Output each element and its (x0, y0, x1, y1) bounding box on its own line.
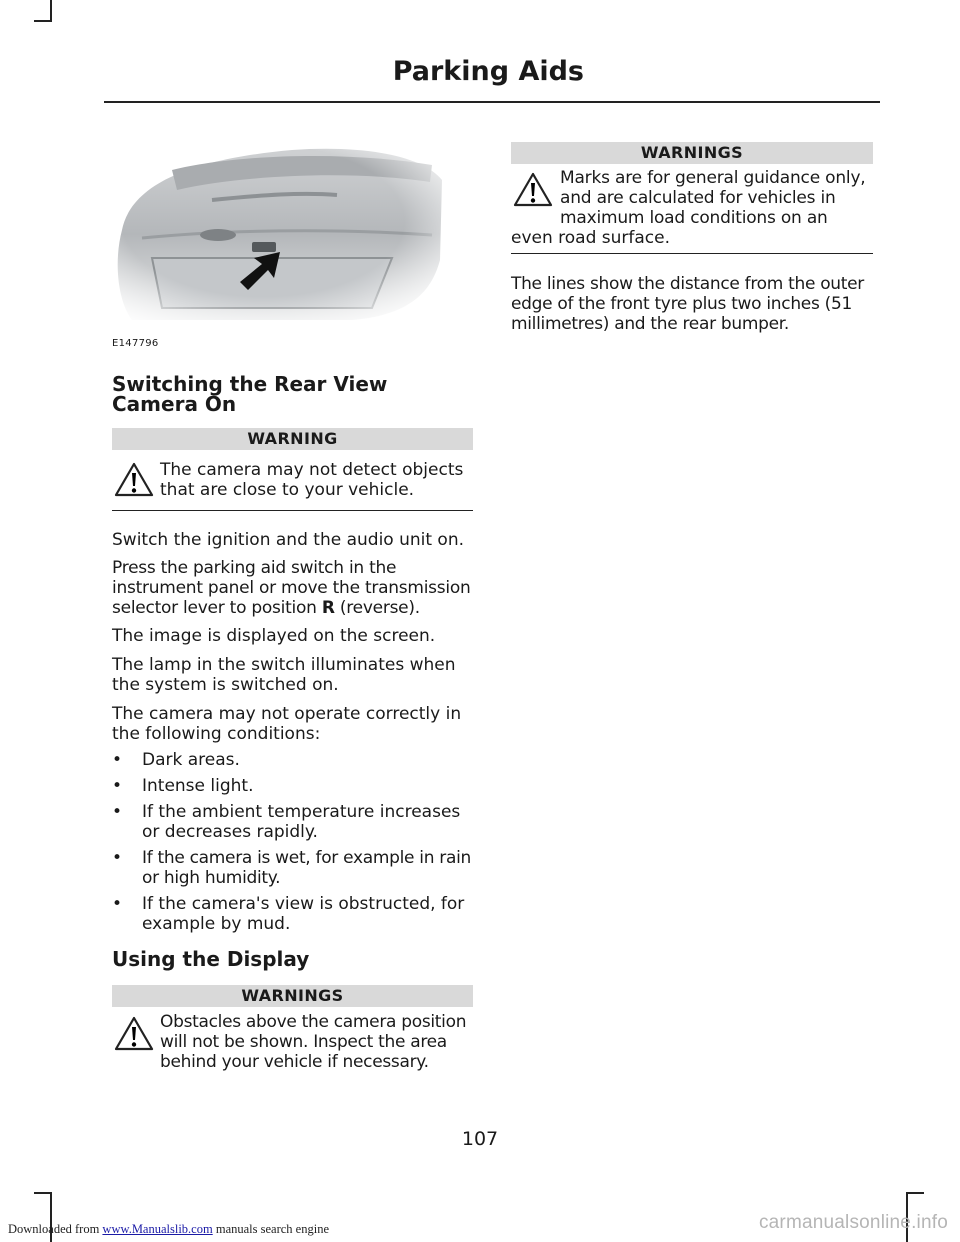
section-heading-switching-camera-on: Switching the Rear View Camera On (112, 372, 388, 416)
section-heading-using-display: Using the Display (112, 947, 310, 971)
warning-band: WARNING (112, 428, 473, 450)
list-item: • If the ambient temperature increases or decreases rapidly. (112, 802, 461, 842)
warning-band: WARNINGS (511, 142, 873, 164)
paragraph-ignition: Switch the ignition and the audio unit on. (112, 530, 465, 550)
warning-triangle-icon (513, 172, 553, 208)
warning-triangle-icon (114, 1016, 154, 1052)
download-footer: Downloaded from www.Manualslib.com manuals search engine (8, 1222, 329, 1236)
car-rear-tailgate-camera-illustration (112, 140, 448, 320)
bullet-dot: • (112, 776, 123, 796)
warning-rule (511, 253, 873, 254)
warning-band: WARNINGS (112, 985, 473, 1007)
paragraph-press-switch: Press the parking aid switch in the instrument panel or move the transmission selector lever to position R (reverse). (112, 558, 471, 618)
warning-triangle-icon (114, 462, 154, 498)
list-item: • If the camera is wet, for example in rain or high humidity. (112, 848, 471, 888)
list-item: • If the camera's view is obstructed, for example by mud. (112, 894, 465, 934)
header-title: Parking Aids (392, 56, 584, 87)
header-rule (104, 101, 880, 103)
figure-car-rear (112, 140, 448, 320)
page-header (0, 56, 584, 87)
crop-mark-top-left-h (34, 20, 52, 22)
list-item: • Dark areas. (112, 750, 240, 770)
warning-text: Marks are for general guidance only, and are calculated for vehicles in maximum load conditions on an (560, 168, 866, 228)
crop-mark-bottom-left-h (34, 1192, 52, 1194)
bullet-dot: • (112, 750, 123, 770)
manualslib-link[interactable]: www.Manualslib.com (102, 1222, 213, 1236)
warning-rule (112, 510, 473, 511)
bullet-dot: • (112, 802, 123, 822)
crop-mark-top-left-v (50, 0, 52, 20)
watermark: carmanualsonline.info (758, 1212, 948, 1233)
bullet-dot: • (112, 848, 123, 868)
warning-text: Obstacles above the camera position will not be shown. Inspect the area behind your vehicle if necessary. (160, 1012, 467, 1072)
paragraph-conditions: The camera may not operate correctly in the following conditions: (112, 704, 462, 744)
list-item: • Intense light. (112, 776, 254, 796)
page-number: 107 (461, 1128, 499, 1150)
warning-text-continued: even road surface. (511, 228, 671, 248)
crop-mark-bottom-right-h (906, 1192, 924, 1194)
bullet-dot: • (112, 894, 123, 914)
paragraph-lines-distance: The lines show the distance from the outer edge of the front tyre plus two inches (51 millimetres) and the rear bumper. (511, 274, 865, 334)
paragraph-image-displayed: The image is displayed on the screen. (112, 626, 436, 646)
warning-text: The camera may not detect objects that are close to your vehicle. (160, 460, 464, 500)
paragraph-lamp: The lamp in the switch illuminates when the system is switched on. (112, 655, 456, 695)
figure-code: E147796 (112, 338, 159, 349)
